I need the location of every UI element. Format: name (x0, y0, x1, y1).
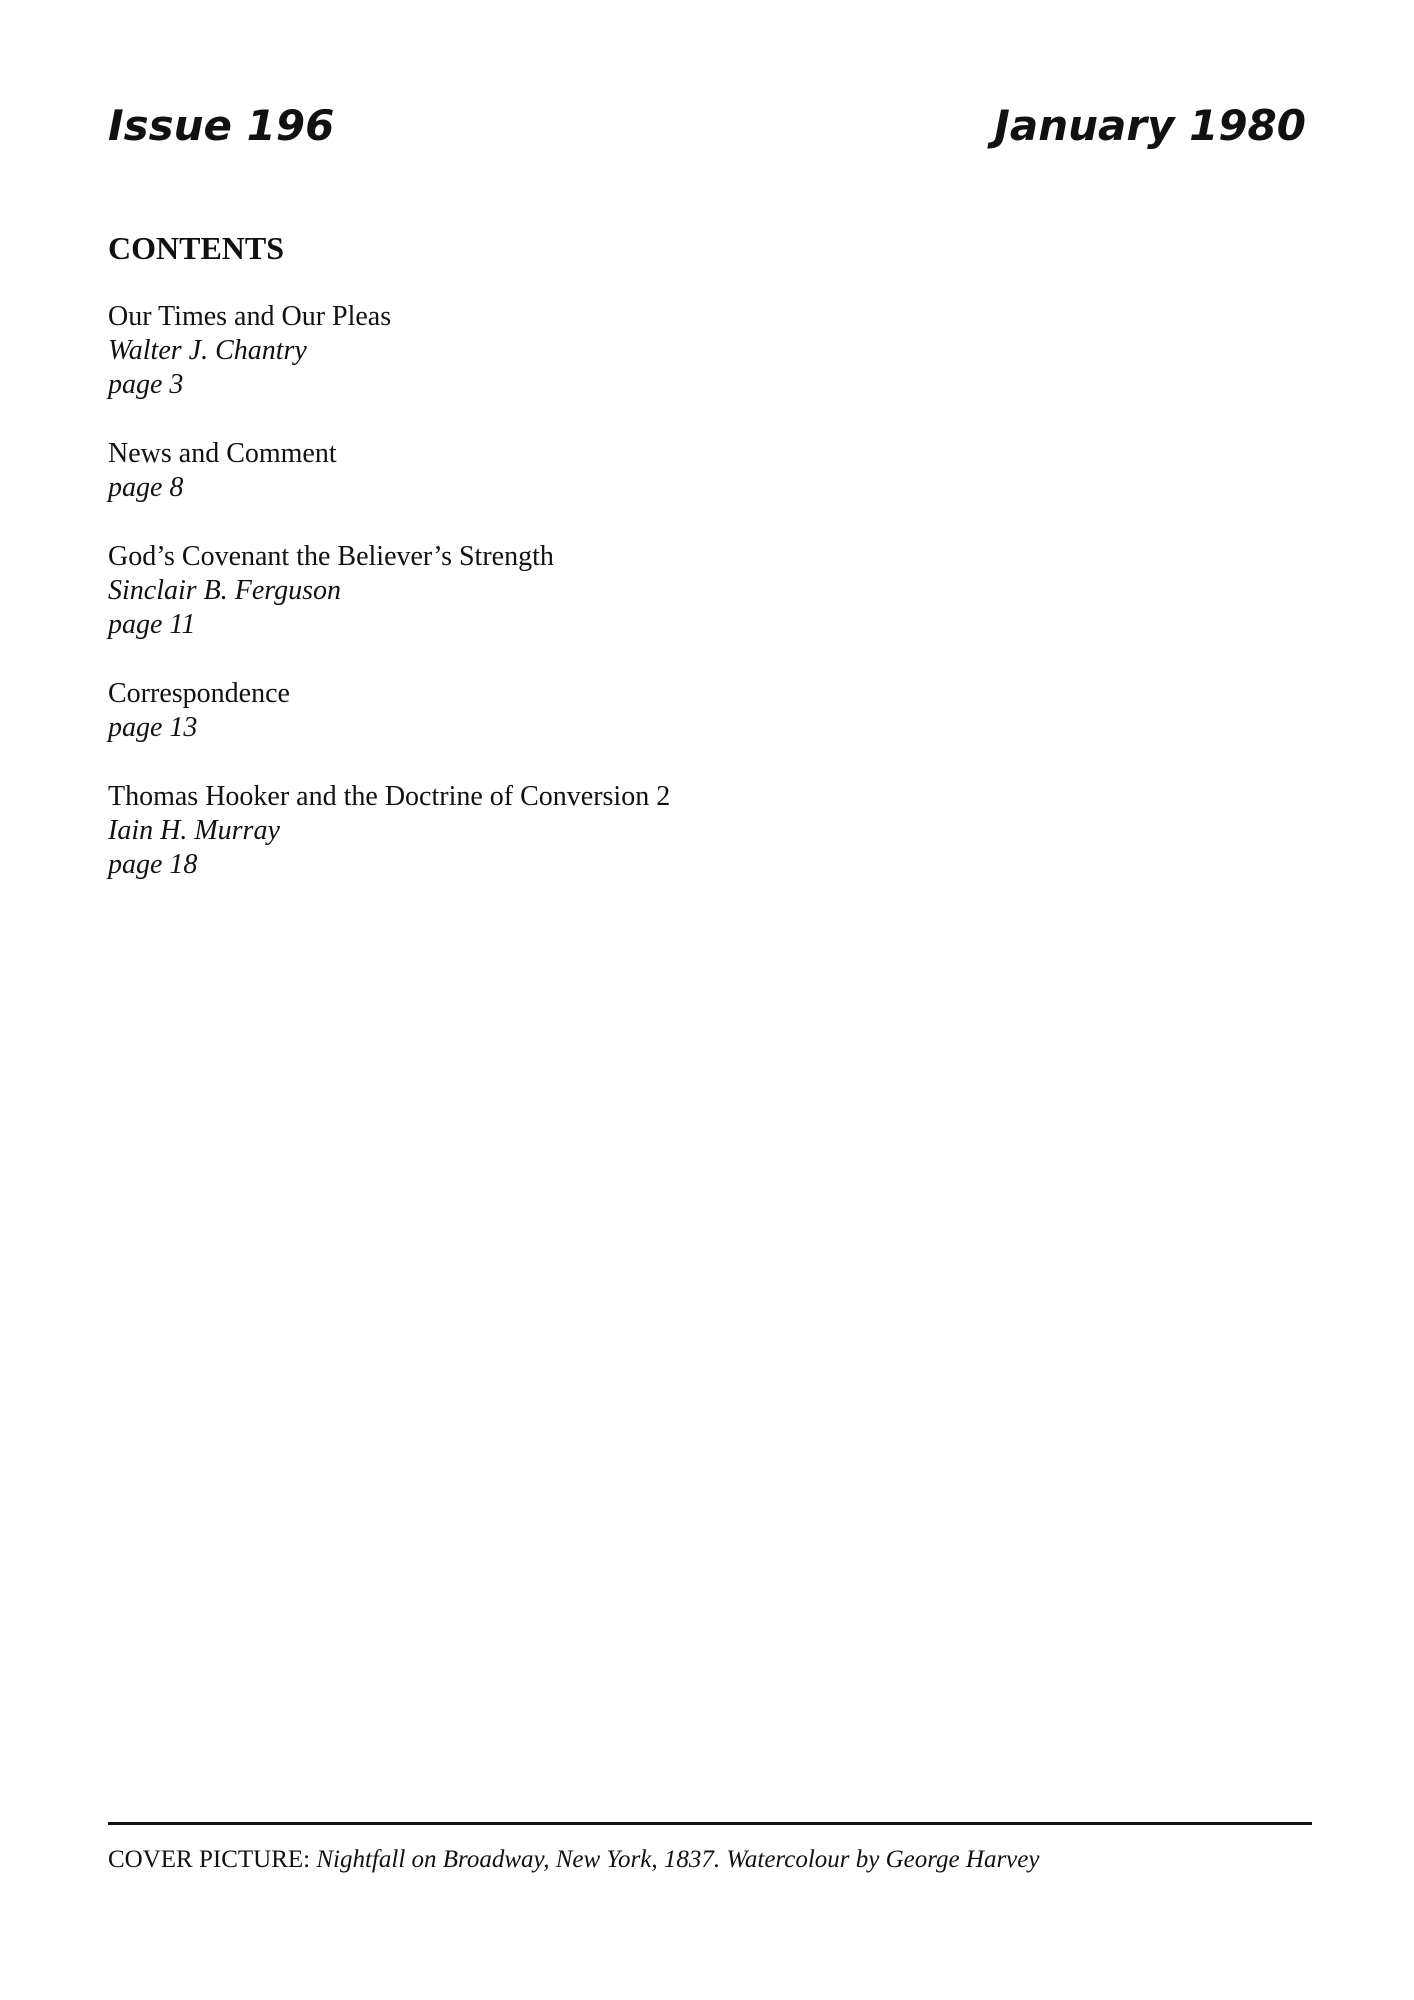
masthead (108, 96, 1306, 156)
contents-entry (108, 437, 1008, 505)
entry-page: page 18 (108, 849, 198, 880)
cover-picture-description: Nightfall on Broadway, New York, 1837. Watercolour by George Harvey (316, 1846, 1040, 1873)
footer-divider (108, 1822, 1312, 1825)
contents-heading: CONTENTS (108, 230, 285, 266)
entry-author: Sinclair B. Ferguson (108, 575, 342, 606)
contents-entry (108, 677, 1008, 745)
entry-title: Thomas Hooker and the Doctrine of Conversion 2 (108, 781, 671, 812)
entry-page: page 8 (108, 472, 184, 503)
cover-picture-credit (108, 1844, 1039, 1876)
entry-author: Walter J. Chantry (108, 335, 307, 366)
entry-page: page 3 (108, 369, 184, 400)
entry-title: God’s Covenant the Believer’s Strength (108, 541, 554, 572)
contents-entry (108, 300, 1008, 402)
issue-date: January 1980 (994, 101, 1306, 150)
contents-entry (108, 540, 1008, 642)
cover-picture-label: COVER PICTURE: (108, 1846, 311, 1873)
issue-number: Issue 196 (108, 101, 335, 150)
entry-page: page 11 (108, 609, 196, 640)
contents-entry (108, 780, 1008, 882)
entry-title: Correspondence (108, 678, 290, 709)
entry-title: Our Times and Our Pleas (108, 301, 392, 332)
entry-title: News and Comment (108, 438, 337, 469)
entry-author: Iain H. Murray (108, 815, 280, 846)
contents-list (108, 300, 1008, 917)
entry-page: page 13 (108, 712, 198, 743)
